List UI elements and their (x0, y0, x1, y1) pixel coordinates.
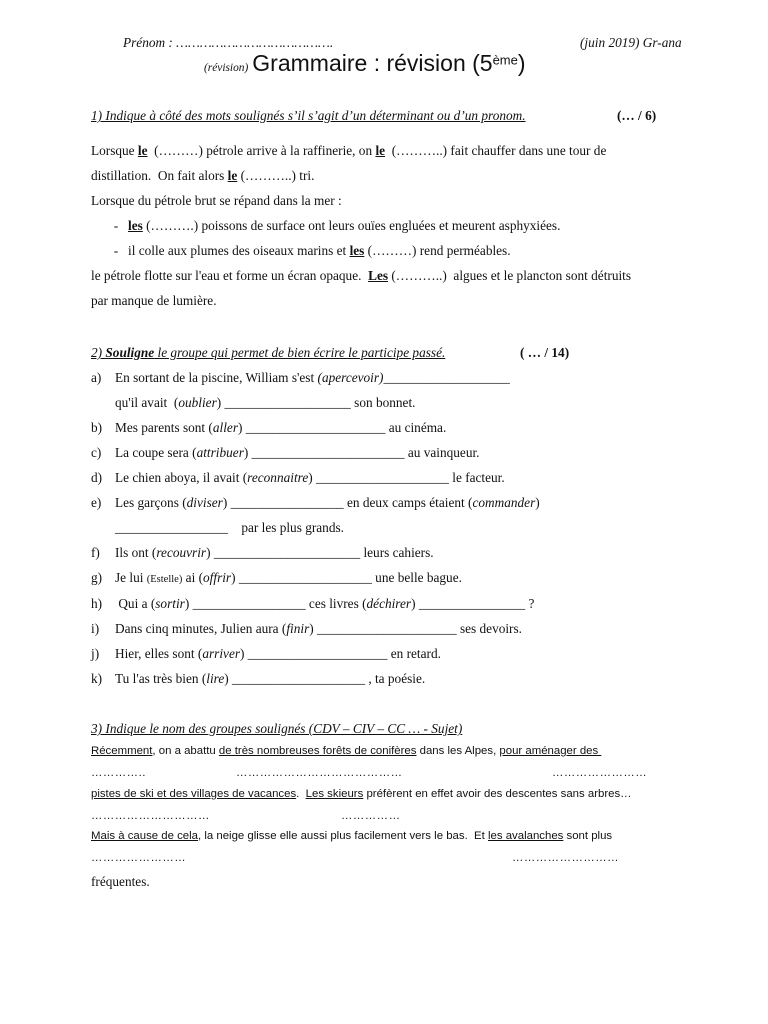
s2-text: Hier, elles sont ( (115, 646, 203, 661)
s3-text: , la neige glisse elle aussi plus facilement vers le bas. Et (198, 830, 488, 842)
answer-blank[interactable]: ) _________________ ces livres ( (184, 596, 367, 611)
s2-text: Mes parents sont ( (115, 420, 213, 435)
s2-text: La coupe sera ( (115, 445, 197, 460)
s2-item-a (91, 370, 510, 386)
title-sup: ème (492, 52, 518, 68)
s2-text: Le chien aboya, il avait ( (115, 470, 248, 485)
s2-text: Dans cinq minutes, Julien aura ( (115, 621, 287, 636)
s2-heading-verb: Souligne (105, 345, 155, 360)
s2-verb: (apercevoir) (317, 370, 384, 385)
underlined-group: Les skieurs (305, 788, 364, 800)
s1-text: (………..) tri. (237, 168, 315, 183)
s2-verb: offrir (203, 570, 232, 585)
answer-blank[interactable]: ) ____________________ le facteur. (308, 470, 505, 485)
s1-line-2 (91, 168, 314, 184)
s2-verb: commander (472, 495, 536, 510)
title-close: ) (517, 50, 526, 76)
s1-line-6 (91, 268, 631, 284)
s2-verb: lire (206, 671, 225, 686)
page-title (204, 50, 526, 77)
answer-blank[interactable]: ) ____________________ , ta poésie. (224, 671, 426, 686)
title-main: Grammaire : révision (5 (252, 50, 493, 76)
s2-small-name: (Estelle) (146, 574, 183, 585)
item-label: e) (91, 495, 102, 510)
item-label: a) (91, 370, 102, 385)
s1-text: (……….) poissons de surface ont leurs ouïes engluées et meurent asphyxiées. (142, 218, 561, 233)
s2-text: Ils ont ( (115, 545, 157, 560)
underlined-word: le (227, 168, 238, 183)
s3-text: , on a abattu (152, 745, 219, 757)
s2-item-g (91, 570, 462, 586)
s2-text: Qui a ( (115, 596, 156, 611)
s2-item-i (91, 621, 522, 637)
s2-item-b (91, 420, 446, 436)
underlined-group: pour aménager des (499, 745, 602, 757)
s3-text: dans les Alpes, (416, 745, 500, 757)
answer-blank[interactable]: ) _______________________ au vainqueur. (243, 445, 480, 460)
s3-text: préfèrent en effet avoir des descentes sans arbres… (363, 788, 632, 800)
underlined-group: les avalanches (488, 830, 564, 842)
item-label: h) (91, 596, 103, 611)
s1-line-1 (91, 143, 606, 159)
bullet-dash: - (113, 218, 119, 233)
s2-verb: finir (286, 621, 310, 636)
s1-text: (………) pétrole arrive à la raffinerie, on (147, 143, 376, 158)
section2-instruction (91, 345, 445, 360)
s1-text: distillation. On fait alors (91, 168, 228, 183)
s3-text: sont plus (563, 830, 613, 842)
answer-dots[interactable]: ………………………… (91, 810, 210, 822)
s1-text: (………..) fait chauffer dans une tour de (385, 143, 607, 158)
answer-blank[interactable]: ) _____________________ ses devoirs. (309, 621, 522, 636)
s3-row-3 (91, 830, 612, 842)
item-label: k) (91, 671, 103, 686)
revision-label: (révision) (204, 62, 249, 74)
s1-bullet-2 (91, 243, 511, 259)
s1-line-7: par manque de lumière. (91, 293, 217, 308)
underlined-word: le (137, 143, 148, 158)
section1-score: (… / 6) (617, 108, 657, 123)
s2-item-f (91, 545, 434, 561)
s2-verb: sortir (155, 596, 185, 611)
s1-line-3: Lorsque du pétrole brut se répand dans la mer : (91, 193, 342, 208)
s2-item-e-2[interactable]: _________________ par les plus grands. (115, 520, 344, 535)
underlined-group: de très nombreuses forêts de conifères (218, 745, 417, 757)
answer-dots[interactable]: ………….. (91, 767, 146, 779)
underlined-word: les (128, 218, 143, 233)
s1-bullet-1 (91, 218, 560, 234)
s2-item-e (91, 495, 540, 511)
section3-instruction: 3) Indique le nom des groupes soulignés (CDV – CIV – CC … - Sujet) (91, 721, 463, 736)
answer-dots[interactable]: …………………………………… (236, 767, 403, 779)
s2-verb: attribuer (196, 445, 244, 460)
s1-text: (………) rend perméables. (364, 243, 511, 258)
answer-blank[interactable]: ___________________ (383, 370, 510, 385)
s2-verb: arriver (202, 646, 241, 661)
s2-verb: recouvrir (156, 545, 207, 560)
answer-blank[interactable]: ) ________________ ? (411, 596, 535, 611)
s2-text: qu'il avait ( (115, 395, 179, 410)
answer-blank[interactable]: ) ______________________ leurs cahiers. (206, 545, 434, 560)
item-label: f) (91, 545, 100, 560)
answer-dots[interactable]: …………………… (552, 767, 648, 779)
section2-heading (91, 345, 445, 361)
prenom-field[interactable]: Prénom : …………………………………. (123, 35, 334, 50)
answer-blank[interactable]: ) _____________________ au cinéma. (238, 420, 447, 435)
s1-text: il colle aux plumes des oiseaux marins et (128, 243, 350, 258)
s2-item-d (91, 470, 505, 486)
underlined-group: Récemment (91, 745, 153, 757)
underlined-word: le (375, 143, 386, 158)
answer-dots[interactable]: ……………………… (512, 852, 620, 864)
s2-item-c (91, 445, 480, 461)
section1-heading (91, 108, 526, 124)
s2-text: Je lui (115, 570, 147, 585)
s2-heading-text: le groupe qui permet de bien écrire le participe passé. (154, 345, 446, 360)
answer-blank[interactable]: ) ___________________ son bonnet. (216, 395, 416, 410)
section1-instruction: 1) Indique à côté des mots soulignés s’il s’agit d’un déterminant ou d’un pronom. (91, 108, 526, 123)
s2-heading-num: 2) (91, 345, 106, 360)
answer-dots[interactable]: …………………… (91, 852, 187, 864)
s2-text: Les garçons ( (115, 495, 187, 510)
s2-text: En sortant de la piscine, William s'est (115, 370, 318, 385)
s2-text: ai ( (182, 570, 204, 585)
answer-blank[interactable]: ) ____________________ une belle bague. (231, 570, 462, 585)
underlined-group: Mais à cause de cela (91, 830, 199, 842)
s2-item-h (91, 596, 534, 612)
s2-text: Tu l'as très bien ( (115, 671, 207, 686)
s1-text: (………..) algues et le plancton sont détruits (388, 268, 632, 283)
item-label: g) (91, 570, 103, 585)
answer-dots[interactable]: …………… (341, 810, 401, 822)
s3-row-2 (91, 788, 632, 800)
bullet-dash: - (113, 243, 119, 258)
s2-verb: oublier (178, 395, 217, 410)
underlined-word: Les (368, 268, 389, 283)
s2-verb: déchirer (366, 596, 412, 611)
item-label: j) (91, 646, 100, 661)
s2-item-j (91, 646, 441, 662)
s3-last-word: fréquentes. (91, 874, 150, 889)
answer-blank[interactable]: ) _________________ en deux camps étaient ( (222, 495, 473, 510)
s1-text: le pétrole flotte sur l'eau et forme un écran opaque. (91, 268, 369, 283)
s2-item-k (91, 671, 425, 687)
section2-score: ( … / 14) (520, 345, 570, 360)
underlined-group: pistes de ski et des villages de vacances (91, 788, 297, 800)
s1-text: Lorsque (91, 143, 138, 158)
item-label: c) (91, 445, 102, 460)
s3-row-1 (91, 745, 601, 757)
s2-text: ) (535, 495, 540, 510)
s3-text: . (296, 788, 306, 800)
s2-verb: reconnaitre (247, 470, 309, 485)
section3-heading (91, 721, 462, 737)
answer-blank[interactable]: ) _____________________ en retard. (240, 646, 441, 661)
s2-verb: aller (212, 420, 238, 435)
item-label: b) (91, 420, 103, 435)
item-label: d) (91, 470, 103, 485)
underlined-word: les (349, 243, 365, 258)
s2-item-a-2 (115, 395, 415, 411)
s2-verb: diviser (186, 495, 223, 510)
item-label: i) (91, 621, 100, 636)
date-group: (juin 2019) Gr-ana (580, 35, 682, 50)
